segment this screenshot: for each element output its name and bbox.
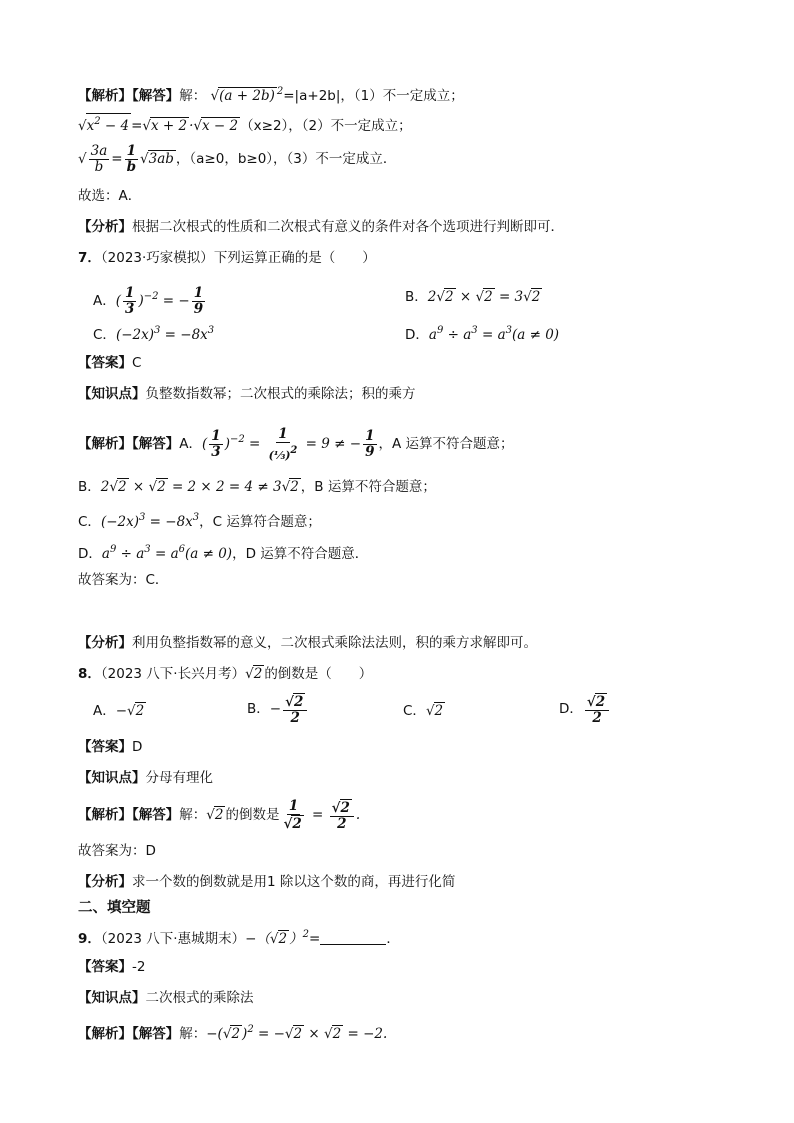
prev-select: 故选：A． bbox=[78, 188, 142, 204]
formula: √ $\frac{3a}{b}$ = $\frac{1}{b}$ √3ab bbox=[78, 143, 174, 175]
q7-solution-d: D．$a^9 \div a^3 = a^6(a \ne 0)$，D 运算不符合题意． bbox=[78, 544, 369, 562]
q7-final: 故答案为：C． bbox=[78, 572, 169, 588]
q9-knowledge: 【知识点】二次根式的乘除法 bbox=[78, 990, 254, 1006]
q9-answer: 【答案】-2 bbox=[78, 959, 146, 975]
q7-option-a: A．( $\frac{1}{3}$ )$^{-2}$ = − $\frac{1}{9}$ bbox=[93, 285, 204, 317]
q9-stem: 9．（2023 八下·惠城期末）−（√2 ）$^2$= ． bbox=[78, 929, 400, 947]
q8-option-c: C．√2 bbox=[403, 703, 444, 719]
q9-solution: 【解析】【解答】解：−(√2 )$^2$ = −√2 × √2 = −2. bbox=[78, 1024, 388, 1042]
q8-final: 故答案为：D bbox=[78, 843, 156, 859]
formula: $√x^2 - 4 =√x + 2 \cdot√x - 2$ bbox=[78, 118, 240, 134]
q8-option-d: D． $\frac{√2}{2}$ bbox=[559, 690, 611, 728]
q8-stem: 8．（2023 八下·长兴月考）√2 的倒数是（ ） bbox=[78, 666, 373, 682]
q7-option-b: B．2√2 × √2 = 3√2 bbox=[405, 289, 541, 305]
q7-solution-b: B．2√2 × √2 = 2 × 2 = 4 ≠ 3√2 ，B 运算不符合题意； bbox=[78, 479, 436, 495]
q7-knowledge: 【知识点】负整数指数幂；二次根式的乘除法；积的乘方 bbox=[78, 386, 416, 402]
q8-option-a: A．−√2 bbox=[93, 703, 145, 719]
formula: √(a + 2b) $^2$ bbox=[210, 86, 284, 104]
prev-solution-line-1: 【解析】【解答】解： √(a + 2b) $^2$=|a+2b|，（1）不一定成立； bbox=[78, 86, 464, 104]
q8-answer: 【答案】D bbox=[78, 739, 143, 755]
q7-option-c: C．$(-2x)^3 = -8x^3$ bbox=[93, 325, 215, 343]
section-heading-fill-in: 二、填空题 bbox=[78, 900, 151, 916]
prev-solution-line-3: √ $\frac{3a}{b}$ = $\frac{1}{b}$ √3ab ，（a≥0，b≥0），（3）不一定成立． bbox=[78, 143, 397, 175]
q8-knowledge: 【知识点】分母有理化 bbox=[78, 770, 213, 786]
q7-option-d: D．$a^9 \div a^3 = a^3(a \ne 0)$ bbox=[405, 325, 560, 343]
q8-analysis: 【分析】求一个数的倒数就是用1 除以这个数的商，再进行化简 bbox=[78, 874, 456, 890]
q7-stem: 7．（2023·巧家模拟）下列运算正确的是（ ） bbox=[78, 250, 376, 266]
q8-solution: 【解析】【解答】解：√2 的倒数是 $\frac{1}{√2}$ = $\frac{√2}{2}$ . bbox=[78, 798, 361, 832]
q7-answer: 【答案】C bbox=[78, 355, 142, 371]
prev-solution-line-2: $√x^2 - 4 =√x + 2 \cdot√x - 2$ （x≥2），（2）不一定成立； bbox=[78, 113, 412, 136]
prev-analysis: 【分析】根据二次根式的性质和二次根式有意义的条件对各个选项进行判断即可． bbox=[78, 219, 564, 235]
q8-option-b: B．− $\frac{√2}{2}$ bbox=[247, 690, 309, 728]
q7-analysis: 【分析】利用负整指数幂的意义，二次根式乘除法法则，积的乘方求解即可。 bbox=[78, 635, 537, 651]
q7-solution-a: 【解析】【解答】A．( $\frac{1}{3}$ )$^{-2}$ = $\frac{1}{\text{(⅓)2}}$ = 9 ≠ − $\frac{1}{9}$ ，A 运算不符合题意； bbox=[78, 425, 514, 462]
answer-blank[interactable] bbox=[320, 932, 386, 945]
q7-solution-c: C．$(-2x)^3 = -8x^3$，C 运算符合题意； bbox=[78, 512, 321, 530]
